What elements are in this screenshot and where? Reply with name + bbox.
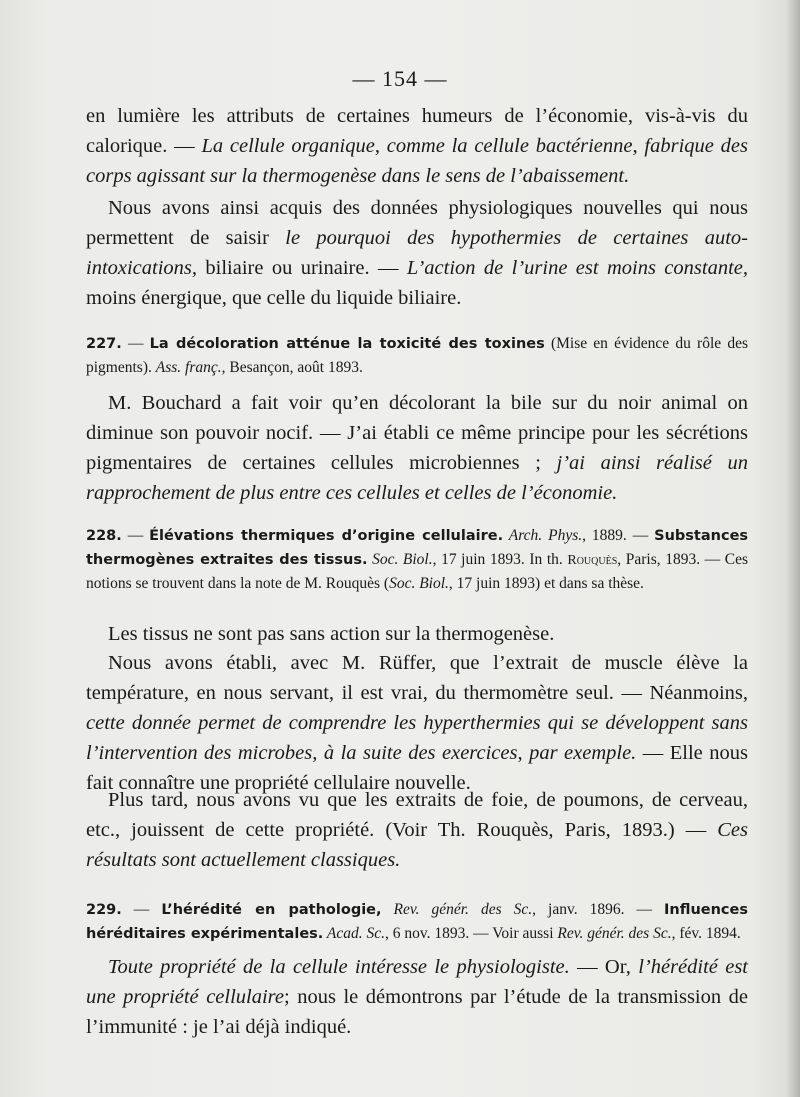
smallcaps-run: Rouquès [567, 553, 618, 568]
text-run: , janv. 1896. — [532, 901, 664, 918]
italic-run: La cellule organique, comme la cellule bactérienne, fabrique des corps agissant sur la thermogenèse dans le sens de l’abaissement. [86, 135, 748, 187]
italic-run: Ces résultats sont actuellement classiques. [86, 819, 748, 871]
text-run: M. Bouchard a fait voir qu’en décolorant la bile sur du noir animal on diminue son pouvoir nocif. — J’ai établi ce même principe pour les sécrétions pigmentaires de certaines cellules microbiennes ; [86, 392, 748, 474]
italic-run: Soc. Biol. [389, 575, 449, 592]
reference-title: Influences héréditaires expérimentales. [86, 902, 748, 942]
text-run: , 1889. — [582, 527, 655, 544]
paragraph-4-text [86, 619, 748, 649]
italic-run: j’ai ainsi réalisé un rapprochement de plus entre ces cellules et celles de l’économie. [86, 452, 748, 504]
reference-229 [86, 898, 748, 946]
paragraph-6-text [86, 785, 748, 875]
italic-run: cette donnée permet de comprendre les hyperthermies qui se développent sans l’intervention des microbes, à la suite des exercices, par exemple. [86, 712, 748, 764]
text-run: Plus tard, nous avons vu que les extraits de foie, de poumons, de cerveau, etc., jouissent de cette propriété. (Voir Th. Rouquès, Paris, 1893.) — [86, 789, 748, 841]
reference-title: Substances thermogènes extraites des tissus. [86, 528, 749, 568]
paragraph-3 [86, 388, 748, 508]
paragraph-3-text [86, 388, 748, 508]
italic-run: Arch. Phys. [503, 527, 583, 544]
paragraph-7-text [86, 952, 748, 1042]
text-run: — [121, 527, 150, 544]
reference-number: 229. [86, 902, 122, 918]
italic-run: Toute propriété de la cellule intéresse le physiologiste. [108, 956, 570, 978]
reference-title: L’hérédité en pathologie, [161, 902, 382, 918]
italic-run: Ass. franç. [155, 359, 222, 376]
reference-title: Élévations thermiques d’origine cellulaire. [149, 528, 504, 544]
reference-228-text [86, 524, 748, 595]
paragraph-7 [86, 952, 748, 1042]
paragraph-2 [86, 193, 748, 313]
italic-run: Acad. Sc. [323, 925, 385, 942]
italic-run: Rev. génér. des Sc. [381, 901, 533, 918]
paragraph-1-text [86, 101, 748, 191]
text-run: , 17 juin 1893. In th. [432, 551, 568, 568]
text-run: — [121, 901, 162, 918]
text-run: — [121, 335, 150, 352]
italic-run: Rev. génér. des Sc. [557, 925, 672, 942]
text-run: en lumière les attributs de certaines humeurs de l’économie, vis-à-vis du calorique. — [86, 105, 748, 157]
text-run: , fév. 1894. [671, 925, 741, 942]
text-run: — Or, [569, 956, 639, 978]
reference-title: La décoloration atténue la toxicité des toxines [149, 336, 545, 352]
italic-run: L’action de l’urine est moins constante, [406, 257, 748, 279]
text-run: — Elle nous fait connaître une propriété cellulaire nouvelle. [86, 742, 748, 794]
text-run: , 17 juin 1893) et dans sa thèse. [448, 575, 644, 592]
text-run: , Paris, 1893. — Ces notions se trouvent dans la note de M. Rouquès ( [86, 551, 748, 592]
paragraph-6 [86, 785, 748, 875]
text-run: Nous avons ainsi acquis des données physiologiques nouvelles qui nous permettent de saisir [86, 197, 748, 249]
italic-run: l’hérédité est une propriété cellulaire [86, 956, 748, 1008]
reference-number: 227. [86, 336, 122, 352]
text-run: , Besançon, août 1893. [221, 359, 363, 376]
italic-run: le pourquoi des hypothermies de certaines auto-intoxications, [86, 227, 749, 279]
reference-227-text [86, 332, 748, 379]
reference-228 [86, 524, 748, 595]
text-run: moins énergique, que celle du liquide biliaire. [86, 287, 462, 309]
reference-227 [86, 332, 748, 379]
text-run: (Mise en évidence du rôle des pigments). [86, 335, 748, 376]
paragraph-1 [86, 101, 748, 191]
paragraph-4 [86, 619, 748, 649]
paragraph-5-text [86, 648, 748, 798]
italic-run: Soc. Biol. [367, 551, 433, 568]
reference-number: 228. [86, 528, 122, 544]
paragraph-5 [86, 648, 748, 798]
text-run: , 6 nov. 1893. — Voir aussi [385, 925, 558, 942]
text-run: ; nous le démontrons par l’étude de la transmission de l’immunité : je l’ai déjà indiqué. [86, 986, 748, 1038]
reference-229-text [86, 898, 748, 946]
page-number: — 154 — [352, 66, 448, 91]
text-run: Les tissus ne sont pas sans action sur la thermogenèse. [108, 623, 555, 645]
paragraph-2-text [86, 193, 748, 313]
text-run: biliaire ou urinaire. — [197, 257, 407, 279]
text-run: Nous avons établi, avec M. Rüffer, que l’extrait de muscle élève la température, en nous servant, il est vrai, du thermomètre seul. — Néanmoins, [86, 652, 748, 704]
